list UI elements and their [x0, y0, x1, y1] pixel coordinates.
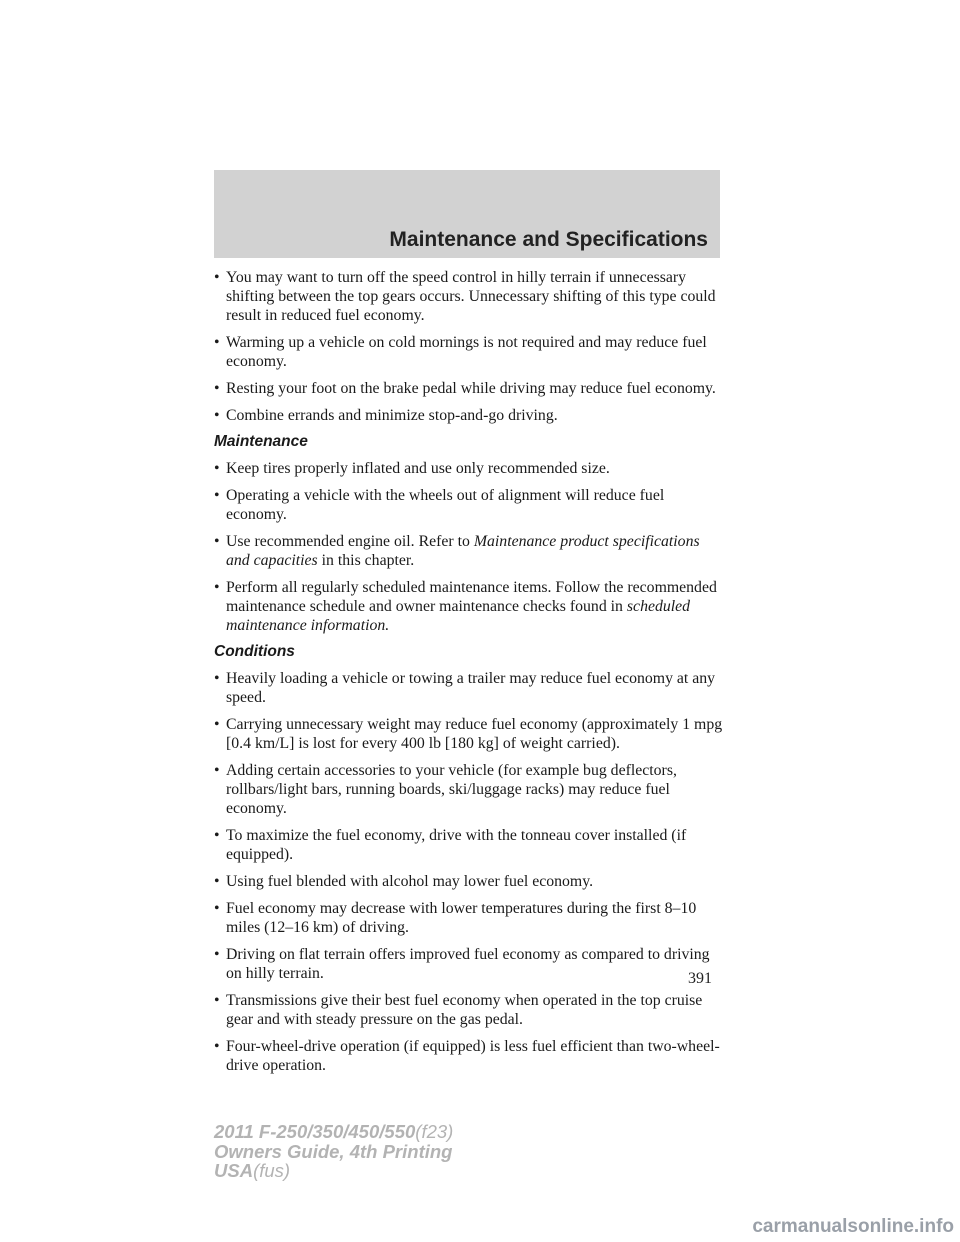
list-item: • Heavily loading a vehicle or towing a trailer may reduce fuel economy at any speed.	[214, 670, 716, 706]
maintenance-bullet-list	[214, 459, 724, 635]
bullet-icon: •	[214, 579, 220, 596]
list-item: • Operating a vehicle with the wheels out of alignment will reduce fuel economy.	[214, 487, 665, 523]
page-number: 391	[688, 970, 712, 987]
bullet-icon: •	[214, 946, 220, 963]
list-item: • To maximize the fuel economy, drive with the tonneau cover installed (if equipped).	[214, 827, 687, 863]
bullet-icon: •	[214, 900, 220, 917]
bullet-icon: •	[214, 827, 220, 844]
list-item: • You may want to turn off the speed control in hilly terrain if unnecessary shifting between the top gears occurs. Unnecessary shifting of this type could result in reduced fuel economy.	[214, 269, 716, 324]
site-watermark: carmanualsonline.info	[752, 1216, 954, 1237]
conditions-heading: Conditions	[214, 643, 295, 660]
cross-reference: scheduled maintenance information.	[226, 598, 691, 634]
bullet-icon: •	[214, 762, 220, 779]
bullet-icon: •	[214, 407, 220, 424]
section-title: Maintenance and Specifications	[389, 228, 708, 251]
list-item: • Keep tires properly inflated and use only recommended size.	[214, 460, 610, 477]
list-item: • Perform all regularly scheduled maintenance items. Follow the recommended maintenance schedule and owner maintenance checks found in scheduled maintenance information.	[214, 579, 717, 634]
list-item: • Four-wheel-drive operation (if equipped) is less fuel efficient than two-wheel-drive operation.	[214, 1038, 720, 1074]
footer-line-model: 2011 F-250/350/450/550(f23)	[214, 1121, 454, 1142]
intro-bullet-list	[214, 268, 724, 425]
bullet-icon: •	[214, 269, 220, 286]
cross-reference: Maintenance product specifications and capacities	[226, 533, 700, 569]
maintenance-heading: Maintenance	[214, 433, 308, 450]
bullet-icon: •	[214, 460, 220, 477]
page-content	[214, 268, 724, 1083]
section-header-band	[214, 170, 720, 258]
document-footer	[214, 1122, 453, 1181]
list-item: • Fuel economy may decrease with lower temperatures during the first 8–10 miles (12–16 km) of driving.	[214, 900, 697, 936]
bullet-icon: •	[214, 533, 220, 550]
bullet-icon: •	[214, 873, 220, 890]
conditions-bullet-list	[214, 669, 724, 1075]
bullet-icon: •	[214, 992, 220, 1009]
list-item: • Use recommended engine oil. Refer to Maintenance product specifications and capacities in this chapter.	[214, 533, 700, 569]
footer-line-guide: Owners Guide, 4th Printing	[214, 1140, 453, 1162]
bullet-icon: •	[214, 334, 220, 351]
bullet-icon: •	[214, 670, 220, 687]
list-item: • Using fuel blended with alcohol may lower fuel economy.	[214, 873, 594, 890]
list-item: • Transmissions give their best fuel economy when operated in the top cruise gear and with steady pressure on the gas pedal.	[214, 992, 703, 1028]
bullet-icon: •	[214, 716, 220, 733]
bullet-icon: •	[214, 1038, 220, 1055]
list-item: • Carrying unnecessary weight may reduce fuel economy (approximately 1 mpg [0.4 km/L] is lost for every 400 lb [180 kg] of weight carried).	[214, 716, 723, 752]
list-item: • Combine errands and minimize stop-and-go driving.	[214, 407, 558, 424]
list-item: • Resting your foot on the brake pedal while driving may reduce fuel economy.	[214, 380, 716, 397]
list-item: • Warming up a vehicle on cold mornings is not required and may reduce fuel economy.	[214, 334, 707, 370]
bullet-icon: •	[214, 380, 220, 397]
list-item: • Driving on flat terrain offers improved fuel economy as compared to driving on hilly terrain.	[214, 946, 710, 982]
footer-line-market: USA(fus)	[214, 1160, 291, 1181]
bullet-icon: •	[214, 487, 220, 504]
list-item: • Adding certain accessories to your vehicle (for example bug deflectors, rollbars/light bars, running boards, ski/luggage racks) may reduce fuel economy.	[214, 762, 677, 817]
